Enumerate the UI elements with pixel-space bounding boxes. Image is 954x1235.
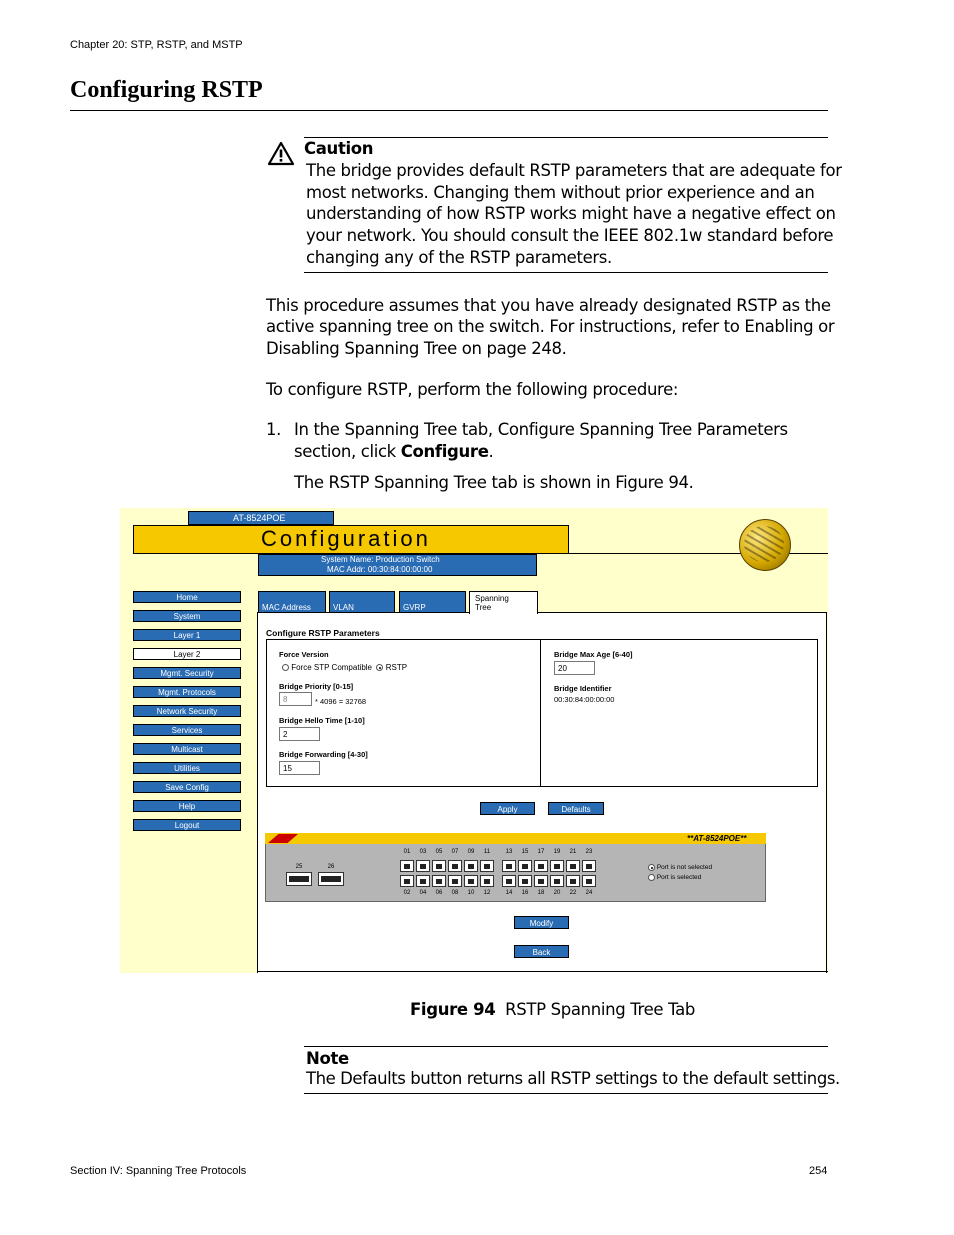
port-03[interactable] (416, 860, 430, 872)
nav-layer-1[interactable]: Layer 1 (133, 629, 241, 641)
port-number: 13 (505, 849, 513, 855)
step-line-2-end: . (488, 442, 494, 461)
port-02[interactable] (400, 875, 414, 887)
port-19[interactable] (550, 860, 564, 872)
caution-title: Caution (304, 139, 374, 158)
port-15[interactable] (518, 860, 532, 872)
step-line-2-text: section, click (294, 442, 401, 461)
warning-icon (267, 141, 295, 166)
intro-line-2: active spanning tree on the switch. For instructions, refer to Enabling or (266, 317, 835, 336)
intro-line-3: Disabling Spanning Tree on page 248. (266, 339, 567, 358)
port-number: 20 (553, 890, 561, 896)
port-24[interactable] (582, 875, 596, 887)
figure-caption (410, 999, 695, 1021)
bridge-priority-note: * 4096 = 32768 (315, 697, 367, 706)
forwarding-label: Bridge Forwarding [4-30] (279, 750, 368, 759)
port-18[interactable] (534, 875, 548, 887)
port-17[interactable] (534, 860, 548, 872)
figure-caption-text: RSTP Spanning Tree Tab (505, 1000, 695, 1019)
form-divider (540, 639, 541, 787)
intro-line-1: This procedure assumes that you have already designated RSTP as the (266, 296, 831, 315)
model-tab: AT-8524POE (188, 511, 334, 525)
legend-not-selected (648, 864, 712, 871)
nav-layer-2[interactable]: Layer 2 (133, 648, 241, 660)
port-number: 07 (451, 849, 459, 855)
nav-logout[interactable]: Logout (133, 819, 241, 831)
legend-radio-on (648, 864, 655, 871)
figure-label: Figure 94 (410, 1000, 496, 1019)
port-05[interactable] (432, 860, 446, 872)
port-number: 21 (569, 849, 577, 855)
port-number: 19 (553, 849, 561, 855)
uplink-port-26[interactable] (318, 872, 344, 886)
globe-logo-pattern (744, 526, 784, 562)
force-version-label: Force Version (279, 650, 329, 659)
caution-line-5: changing any of the RSTP parameters. (306, 248, 612, 267)
radio-force-stp[interactable] (282, 664, 289, 671)
port-number: 12 (483, 890, 491, 896)
step-line-1: In the Spanning Tree tab, Configure Spanning Tree Parameters (294, 420, 788, 439)
bridge-identifier-value: 00:30:84:00:00:00 (554, 695, 615, 704)
note-bottom-rule (304, 1093, 828, 1094)
port-number: 10 (467, 890, 475, 896)
legend-selected (648, 874, 701, 881)
banner-title: Configuration (261, 526, 431, 551)
mac-addr: MAC Addr: 00:30:84:00:00:00 (327, 565, 433, 574)
port-number: 11 (483, 849, 491, 855)
port-04[interactable] (416, 875, 430, 887)
port-12[interactable] (480, 875, 494, 887)
uplink-port-25-socket (289, 876, 309, 882)
note-text: The Defaults button returns all RSTP settings to the default settings. (306, 1069, 840, 1088)
port-number: 22 (569, 890, 577, 896)
uplink-number: 25 (295, 864, 303, 870)
force-version-options (282, 663, 407, 672)
opt-rstp-label: RSTP (385, 663, 408, 672)
hello-time-label: Bridge Hello Time [1-10] (279, 716, 365, 725)
step-result: The RSTP Spanning Tree tab is shown in Figure 94. (294, 473, 694, 492)
port-number: 05 (435, 849, 443, 855)
caution-bottom-rule (304, 272, 828, 273)
max-age-input[interactable]: 20 (554, 661, 595, 675)
device-label: **AT-8524POE** (687, 834, 747, 843)
port-08[interactable] (448, 875, 462, 887)
system-name: System Name: Production Switch (321, 555, 440, 564)
forwarding-input[interactable]: 15 (279, 761, 320, 775)
legend-not-selected-text: Port is not selected (656, 864, 713, 872)
port-number: 16 (521, 890, 529, 896)
port-number: 17 (537, 849, 545, 855)
panel-title: Configure RSTP Parameters (266, 628, 380, 638)
tab-spanning-tree-line-2: Tree (475, 603, 492, 612)
port-number: 23 (585, 849, 593, 855)
nav-help[interactable]: Help (133, 800, 241, 812)
port-13[interactable] (502, 860, 516, 872)
nav-network-security[interactable]: Network Security (133, 705, 241, 717)
port-number: 14 (505, 890, 513, 896)
port-number: 01 (403, 849, 411, 855)
port-22[interactable] (566, 875, 580, 887)
hello-time-input[interactable]: 2 (279, 727, 320, 741)
content-bottom-rule (257, 971, 828, 972)
nav-mgmt-security[interactable]: Mgmt. Security (133, 667, 241, 679)
nav-save-config[interactable]: Save Config (133, 781, 241, 793)
port-number: 02 (403, 890, 411, 896)
step-line-2 (294, 441, 493, 463)
port-01[interactable] (400, 860, 414, 872)
port-number: 24 (585, 890, 593, 896)
port-21[interactable] (566, 860, 580, 872)
opt-force-stp-label: Force STP Compatible (291, 663, 373, 672)
tab-spanning-tree-line-1: Spanning (475, 594, 509, 603)
port-number: 04 (419, 890, 427, 896)
tab-vlan[interactable]: VLAN (329, 591, 395, 613)
caution-line-1: The bridge provides default RSTP parameters that are adequate for (306, 161, 842, 180)
port-06[interactable] (432, 875, 446, 887)
nav-system[interactable]: System (133, 610, 241, 622)
section-title: Configuring RSTP (70, 77, 263, 103)
port-number: 18 (537, 890, 545, 896)
radio-rstp[interactable] (376, 664, 383, 671)
port-11[interactable] (480, 860, 494, 872)
port-16[interactable] (518, 875, 532, 887)
back-button[interactable]: Back (514, 945, 569, 958)
port-09[interactable] (464, 860, 478, 872)
tab-mac-address[interactable]: MAC Address (258, 591, 326, 613)
note-title: Note (306, 1049, 349, 1068)
port-23[interactable] (582, 860, 596, 872)
step-number: 1. (266, 420, 282, 439)
configure-term: Configure (400, 442, 489, 461)
bridge-priority-label: Bridge Priority [0-15] (279, 682, 354, 691)
note-top-rule (304, 1046, 828, 1047)
nav-services[interactable]: Services (133, 724, 241, 736)
title-rule (70, 110, 828, 111)
caution-top-rule (304, 137, 828, 138)
port-07[interactable] (448, 860, 462, 872)
port-10[interactable] (464, 875, 478, 887)
page-number: 254 (809, 1165, 828, 1177)
caution-line-3: understanding of how RSTP works might have a negative effect on (306, 204, 836, 223)
nav-mgmt-protocols[interactable]: Mgmt. Protocols (133, 686, 241, 698)
nav-utilities[interactable]: Utilities (133, 762, 241, 774)
port-20[interactable] (550, 875, 564, 887)
port-14[interactable] (502, 875, 516, 887)
tab-spanning-tree[interactable] (469, 591, 538, 614)
procedure-intro: To configure RSTP, perform the following procedure: (266, 380, 679, 399)
nav-multicast[interactable]: Multicast (133, 743, 241, 755)
port-number: 08 (451, 890, 459, 896)
port-number: 06 (435, 890, 443, 896)
uplink-port-26-socket (321, 876, 341, 882)
legend-radio-off (648, 874, 655, 881)
max-age-label: Bridge Max Age [6-40] (554, 650, 633, 659)
legend-selected-text: Port is selected (656, 874, 702, 882)
running-header: Chapter 20: STP, RSTP, and MSTP (70, 39, 243, 51)
apply-button[interactable]: Apply (480, 802, 535, 815)
caution-line-2: most networks. Changing them without prior experience and an (306, 183, 815, 202)
bridge-identifier-label: Bridge Identifier (554, 684, 612, 693)
form-box (266, 639, 818, 787)
modify-button[interactable]: Modify (514, 916, 569, 929)
port-number: 09 (467, 849, 475, 855)
defaults-button[interactable]: Defaults (548, 802, 604, 815)
rstp-screenshot (120, 508, 828, 973)
uplink-port-25[interactable] (286, 872, 312, 886)
nav-home[interactable]: Home (133, 591, 241, 603)
bridge-priority-input[interactable]: 8 (279, 692, 312, 706)
uplink-number: 26 (327, 864, 335, 870)
tab-gvrp[interactable]: GVRP (399, 591, 466, 613)
port-number: 03 (419, 849, 427, 855)
footer-section: Section IV: Spanning Tree Protocols (70, 1165, 247, 1177)
caution-line-4: your network. You should consult the IEEE 802.1w standard before (306, 226, 834, 245)
port-number: 15 (521, 849, 529, 855)
